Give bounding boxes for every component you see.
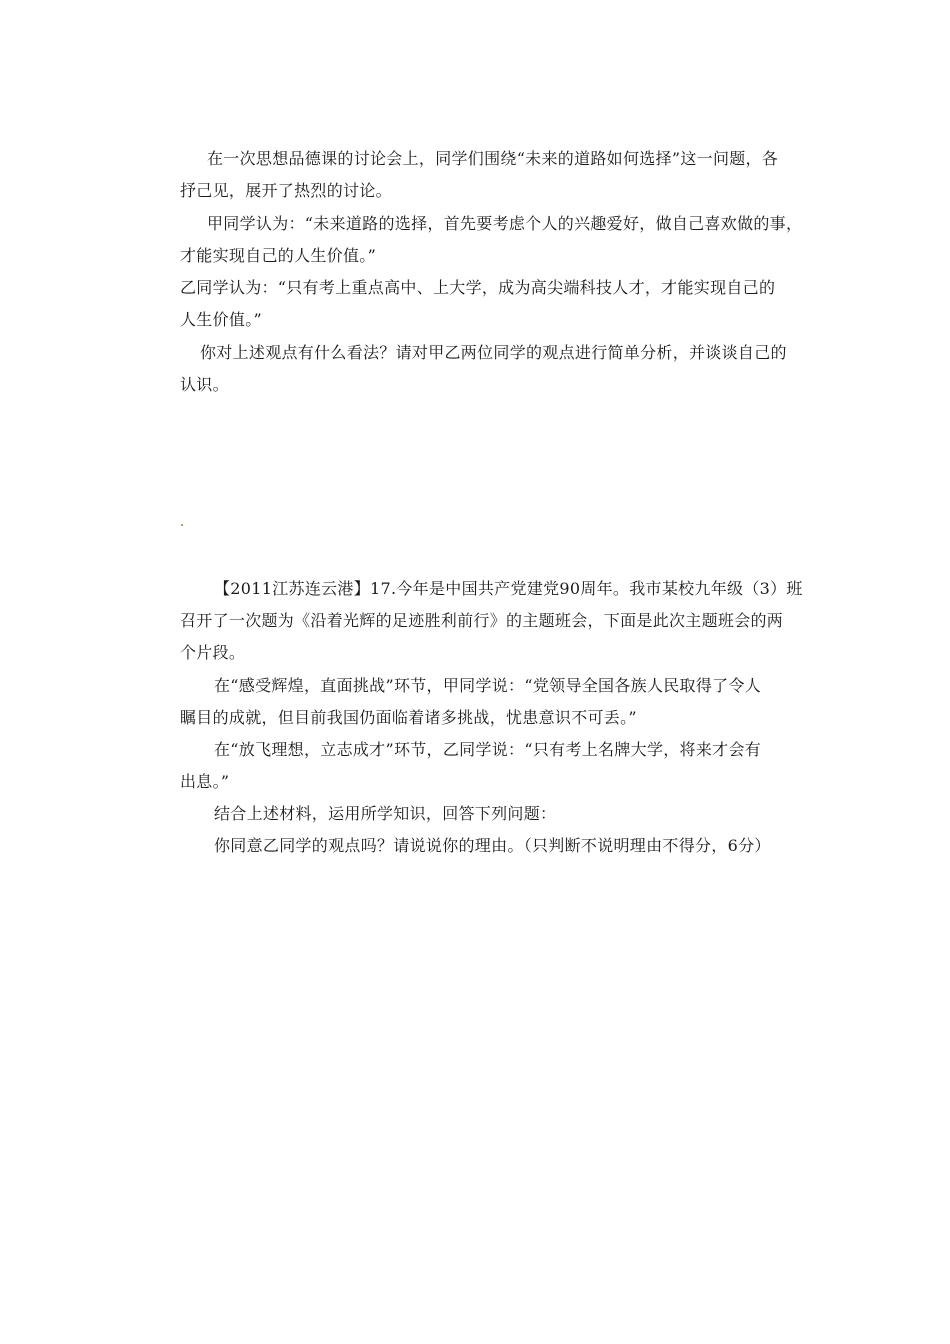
paragraph-line: 人生价值。”: [180, 310, 262, 329]
paragraph-line: 你同意乙同学的观点吗？请说说你的理由。（只判断不说明理由不得分，6分）: [214, 836, 771, 855]
paragraph-line: 抒己见，展开了热烈的讨论。: [180, 181, 392, 200]
paragraph-line: 才能实现自己的人生价值。”: [180, 246, 377, 265]
paragraph-line: 瞩目的成就，但目前我国仍面临着诸多挑战，忧患意识不可丢。”: [180, 708, 637, 727]
stray-mark: [181, 524, 183, 526]
paragraph-line: 召开了一次题为《沿着光辉的足迹胜利前行》的主题班会，下面是此次主题班会的两: [180, 611, 784, 630]
paragraph-line: 出息。”: [180, 772, 230, 791]
paragraph-line: 甲同学认为：“未来道路的选择，首先要考虑个人的兴趣爱好，做自己喜欢做的事，: [207, 214, 803, 233]
paragraph-line: 认识。: [180, 375, 229, 394]
paragraph-line: 在一次思想品德课的讨论会上，同学们围绕“未来的道路如何选择”这一问题，各: [207, 149, 779, 168]
paragraph-line: 乙同学认为：“只有考上重点高中、上大学，成为高尖端科技人才，才能实现自己的: [180, 278, 776, 297]
paragraph-line: 你对上述观点有什么看法？请对甲乙两位同学的观点进行简单分析，并谈谈自己的: [200, 343, 787, 362]
paragraph-line: 在“感受辉煌，直面挑战”环节，甲同学说：“党领导全国各族人民取得了令人: [214, 676, 762, 695]
paragraph-line: 结合上述材料，运用所学知识，回答下列问题：: [214, 804, 557, 823]
paragraph-line: 个片段。: [180, 643, 246, 662]
paragraph-line: 【2011江苏连云港】17.今年是中国共产党建党90周年。我市某校九年级（3）班: [214, 579, 803, 598]
paragraph-line: 在“放飞理想，立志成才”环节，乙同学说：“只有考上名牌大学，将来才会有: [214, 740, 762, 759]
